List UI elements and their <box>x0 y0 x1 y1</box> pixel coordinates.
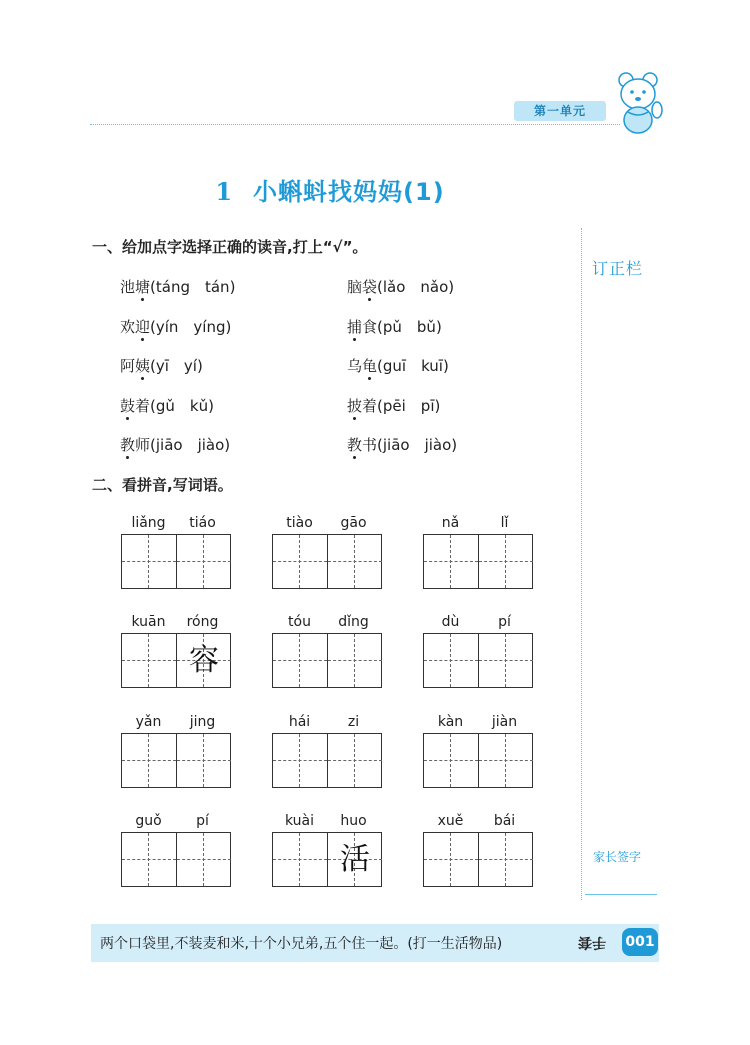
section-2-heading: 二、看拼音,写词语。 <box>92 476 233 494</box>
pinyin-label: kuài <box>284 813 315 829</box>
pinyin-item: 教书(jiāo jiào) <box>347 436 458 454</box>
pinyin-item: 脑袋(lǎo nǎo) <box>347 278 455 296</box>
written-char: 活 <box>340 842 370 877</box>
bear-mascot-icon <box>612 70 664 136</box>
writing-grid[interactable] <box>272 733 382 788</box>
written-char <box>424 833 478 886</box>
written-char <box>479 833 533 886</box>
written-char <box>273 734 327 787</box>
pinyin-label: tiào <box>286 515 313 531</box>
pinyin-label: yǎn <box>135 714 162 730</box>
written-char <box>177 734 231 787</box>
pinyin-label: gāo <box>340 515 367 531</box>
pinyin-item: 鼓着(gǔ kǔ) <box>120 397 214 415</box>
pinyin-label: zi <box>347 714 360 730</box>
written-char: 容 <box>189 643 219 678</box>
pinyin-label: róng <box>186 614 219 630</box>
writing-grid[interactable] <box>121 633 231 688</box>
pinyin-label: lǐ <box>500 515 509 531</box>
pinyin-label: dù <box>441 614 460 630</box>
pinyin-label: xuě <box>437 813 464 829</box>
pinyin-item: 教师(jiāo jiào) <box>120 436 231 454</box>
written-char <box>122 833 176 886</box>
pinyin-label: guǒ <box>135 813 162 829</box>
parent-signature-label: 家长签字 <box>593 850 642 864</box>
writing-grid[interactable] <box>272 832 382 887</box>
written-char <box>273 634 327 687</box>
pinyin-item: 乌龟(guī kuī) <box>347 357 449 375</box>
riddle-answer: 手套 <box>578 934 606 950</box>
pinyin-label: liǎng <box>131 515 166 531</box>
pinyin-item: 披着(pēi pī) <box>347 397 441 415</box>
pinyin-label: dǐng <box>338 614 369 630</box>
written-char <box>122 634 176 687</box>
writing-grid[interactable] <box>423 534 533 589</box>
writing-grid[interactable] <box>121 832 231 887</box>
pinyin-label: jiàn <box>491 714 518 730</box>
header-divider <box>90 124 620 125</box>
pinyin-label: bái <box>493 813 516 829</box>
page-title: 1 小蝌蚪找妈妈(1) <box>215 177 445 206</box>
written-char <box>122 535 176 588</box>
pinyin-label: pí <box>498 614 511 630</box>
pinyin-label: huo <box>340 813 367 829</box>
riddle-text: 两个口袋里,不装麦和米,十个小兄弟,五个住一起。(打一生活物品) <box>100 936 503 952</box>
parent-signature-line[interactable] <box>585 894 657 895</box>
pinyin-label: tóu <box>288 614 311 630</box>
pinyin-label: tiáo <box>189 515 216 531</box>
written-char <box>479 535 533 588</box>
unit-tag: 第一单元 <box>514 101 606 121</box>
pinyin-label: jing <box>189 714 216 730</box>
writing-grid[interactable] <box>423 733 533 788</box>
written-char <box>479 734 533 787</box>
written-char <box>273 535 327 588</box>
writing-grid[interactable] <box>272 534 382 589</box>
correction-divider <box>581 228 582 900</box>
page-number: 001 <box>622 928 658 956</box>
written-char <box>273 833 327 886</box>
pinyin-label: kuān <box>131 614 166 630</box>
written-char <box>424 734 478 787</box>
writing-grid[interactable] <box>423 832 533 887</box>
written-char <box>328 634 382 687</box>
written-char <box>424 535 478 588</box>
pinyin-label: nǎ <box>441 515 460 531</box>
pinyin-item: 捕食(pǔ bǔ) <box>347 318 442 336</box>
pinyin-label: kàn <box>437 714 464 730</box>
written-char <box>479 634 533 687</box>
writing-grid[interactable] <box>423 633 533 688</box>
section-1-heading: 一、给加点字选择正确的读音,打上“√”。 <box>92 238 368 256</box>
pinyin-item: 欢迎(yín yíng) <box>120 318 232 336</box>
written-char <box>328 535 382 588</box>
written-char <box>177 833 231 886</box>
pinyin-item: 阿姨(yī yí) <box>120 357 203 375</box>
written-char <box>328 734 382 787</box>
pinyin-label: hái <box>288 714 311 730</box>
pinyin-item: 池塘(táng tán) <box>120 278 236 296</box>
written-char <box>122 734 176 787</box>
written-char <box>177 535 231 588</box>
writing-grid[interactable] <box>272 633 382 688</box>
writing-grid[interactable] <box>121 733 231 788</box>
correction-column-label: 订正栏 <box>592 259 644 278</box>
pinyin-label: pí <box>196 813 209 829</box>
written-char <box>424 634 478 687</box>
writing-grid[interactable] <box>121 534 231 589</box>
